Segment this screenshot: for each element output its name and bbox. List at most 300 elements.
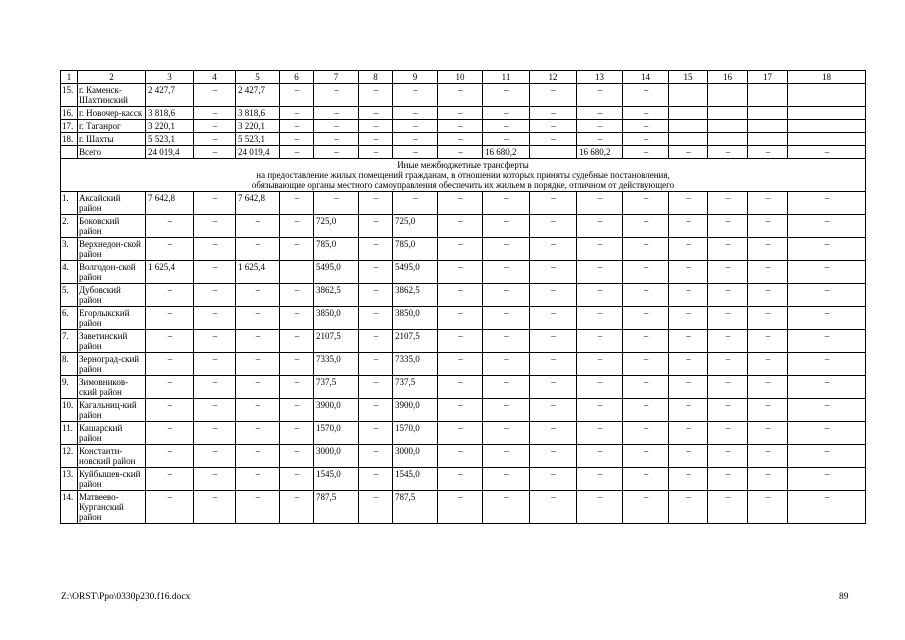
value-cell: – xyxy=(530,307,577,330)
value-cell: – xyxy=(748,284,788,307)
value-cell: 24 019,4 xyxy=(146,146,194,159)
value-cell: – xyxy=(788,238,866,261)
value-cell: – xyxy=(530,107,577,120)
value-cell: – xyxy=(788,330,866,353)
table-row xyxy=(61,133,866,146)
value-cell: – xyxy=(146,422,194,445)
value-cell: – xyxy=(359,215,393,238)
value-cell: 5495,0 xyxy=(314,261,359,284)
value-cell: – xyxy=(748,376,788,399)
value-cell: – xyxy=(530,261,577,284)
value-cell: – xyxy=(194,445,236,468)
value-cell xyxy=(708,84,748,107)
column-number-header: 11 xyxy=(483,71,530,84)
value-cell: – xyxy=(194,120,236,133)
table-row xyxy=(61,107,866,120)
value-cell: 787,5 xyxy=(314,491,359,524)
value-cell: – xyxy=(530,399,577,422)
value-cell: – xyxy=(530,491,577,524)
value-cell: – xyxy=(788,146,866,159)
value-cell xyxy=(748,107,788,120)
value-cell: – xyxy=(359,133,393,146)
value-cell: – xyxy=(708,491,748,524)
value-cell: – xyxy=(314,133,359,146)
value-cell: – xyxy=(748,399,788,422)
value-cell: – xyxy=(393,133,438,146)
value-cell: – xyxy=(146,284,194,307)
value-cell: 2 427,7 xyxy=(236,84,280,107)
value-cell: 1545,0 xyxy=(393,468,438,491)
value-cell: 1 625,4 xyxy=(236,261,280,284)
value-cell: – xyxy=(788,261,866,284)
value-cell: – xyxy=(438,284,483,307)
value-cell xyxy=(708,120,748,133)
value-cell: – xyxy=(708,238,748,261)
value-cell: – xyxy=(623,445,669,468)
value-cell: – xyxy=(623,491,669,524)
column-number-header: 7 xyxy=(314,71,359,84)
value-cell: – xyxy=(748,330,788,353)
value-cell: – xyxy=(438,84,483,107)
value-cell: – xyxy=(236,215,280,238)
value-cell: – xyxy=(748,491,788,524)
value-cell: 3862,5 xyxy=(393,284,438,307)
value-cell: – xyxy=(788,399,866,422)
table-row xyxy=(61,330,866,353)
value-cell: – xyxy=(483,445,530,468)
value-cell: – xyxy=(623,107,669,120)
value-cell: – xyxy=(280,215,314,238)
value-cell: – xyxy=(236,468,280,491)
column-number-header: 3 xyxy=(146,71,194,84)
value-cell: – xyxy=(483,133,530,146)
value-cell: – xyxy=(669,330,708,353)
table-row xyxy=(61,215,866,238)
value-cell: – xyxy=(708,146,748,159)
value-cell: – xyxy=(748,146,788,159)
value-cell: – xyxy=(623,468,669,491)
value-cell: – xyxy=(359,468,393,491)
value-cell: – xyxy=(146,491,194,524)
value-cell: – xyxy=(669,491,708,524)
value-cell: – xyxy=(393,192,438,215)
value-cell: – xyxy=(483,238,530,261)
value-cell: – xyxy=(669,353,708,376)
value-cell: – xyxy=(314,146,359,159)
value-cell: – xyxy=(146,215,194,238)
column-number-header: 16 xyxy=(708,71,748,84)
value-cell: – xyxy=(483,192,530,215)
value-cell: – xyxy=(788,468,866,491)
column-number-header: 4 xyxy=(194,71,236,84)
value-cell: – xyxy=(359,284,393,307)
row-number-cell: 6. xyxy=(61,307,78,330)
value-cell: – xyxy=(280,330,314,353)
value-cell xyxy=(788,84,866,107)
row-number-cell: 12. xyxy=(61,445,78,468)
value-cell: – xyxy=(623,307,669,330)
value-cell: – xyxy=(708,307,748,330)
value-cell: – xyxy=(623,284,669,307)
value-cell: – xyxy=(146,353,194,376)
value-cell: – xyxy=(146,238,194,261)
district-name-cell: Всего xyxy=(78,146,146,159)
value-cell: 737,5 xyxy=(314,376,359,399)
value-cell: – xyxy=(577,376,623,399)
value-cell: – xyxy=(577,491,623,524)
value-cell: – xyxy=(194,376,236,399)
value-cell: – xyxy=(146,399,194,422)
row-number-cell xyxy=(61,146,78,159)
value-cell xyxy=(748,120,788,133)
value-cell: – xyxy=(194,133,236,146)
value-cell: – xyxy=(280,120,314,133)
value-cell: 16 680,2 xyxy=(577,146,623,159)
value-cell: – xyxy=(748,353,788,376)
value-cell xyxy=(748,84,788,107)
value-cell: – xyxy=(788,307,866,330)
value-cell: – xyxy=(483,399,530,422)
table-row xyxy=(61,146,866,159)
value-cell: – xyxy=(438,120,483,133)
value-cell: – xyxy=(359,445,393,468)
value-cell: – xyxy=(236,422,280,445)
value-cell xyxy=(748,133,788,146)
value-cell: – xyxy=(483,468,530,491)
value-cell: – xyxy=(438,491,483,524)
table-header-row xyxy=(61,71,866,84)
value-cell: – xyxy=(669,215,708,238)
value-cell: – xyxy=(280,146,314,159)
column-number-header: 14 xyxy=(623,71,669,84)
value-cell: – xyxy=(236,284,280,307)
section-title-line: Иные межбюджетные трансферты xyxy=(397,160,529,170)
value-cell xyxy=(669,84,708,107)
value-cell: – xyxy=(788,422,866,445)
value-cell: – xyxy=(359,120,393,133)
table-row xyxy=(61,192,866,215)
value-cell: 5 523,1 xyxy=(236,133,280,146)
district-name-cell: Зерноград-ский район xyxy=(78,353,146,376)
value-cell: – xyxy=(483,107,530,120)
table-row xyxy=(61,399,866,422)
value-cell: – xyxy=(393,120,438,133)
value-cell: – xyxy=(530,284,577,307)
value-cell: – xyxy=(708,445,748,468)
value-cell: – xyxy=(577,84,623,107)
value-cell: – xyxy=(280,133,314,146)
value-cell: – xyxy=(483,353,530,376)
column-number-header: 1 xyxy=(61,71,78,84)
value-cell: – xyxy=(280,399,314,422)
value-cell: – xyxy=(669,376,708,399)
value-cell: – xyxy=(577,330,623,353)
value-cell: – xyxy=(438,192,483,215)
value-cell: 5495,0 xyxy=(393,261,438,284)
district-name-cell: Верхнедон-ской район xyxy=(78,238,146,261)
value-cell: – xyxy=(359,107,393,120)
value-cell: – xyxy=(623,146,669,159)
table-row xyxy=(61,307,866,330)
row-number-cell: 11. xyxy=(61,422,78,445)
value-cell: – xyxy=(438,353,483,376)
row-number-cell: 13. xyxy=(61,468,78,491)
value-cell: – xyxy=(483,284,530,307)
column-number-header: 15 xyxy=(669,71,708,84)
value-cell: – xyxy=(530,468,577,491)
district-name-cell: Матвеево-Курганский район xyxy=(78,491,146,524)
value-cell xyxy=(708,107,748,120)
page-number: 89 xyxy=(839,592,849,602)
value-cell: – xyxy=(314,84,359,107)
value-cell: – xyxy=(359,330,393,353)
table-row xyxy=(61,422,866,445)
value-cell: – xyxy=(788,215,866,238)
value-cell: 3000,0 xyxy=(393,445,438,468)
value-cell xyxy=(788,133,866,146)
value-cell: – xyxy=(280,307,314,330)
value-cell: 2 427,7 xyxy=(146,84,194,107)
value-cell xyxy=(669,120,708,133)
value-cell: – xyxy=(577,353,623,376)
value-cell: 785,0 xyxy=(314,238,359,261)
district-name-cell: г. Каменск-Шахтинский xyxy=(78,84,146,107)
value-cell: – xyxy=(577,261,623,284)
value-cell xyxy=(530,146,577,159)
value-cell: – xyxy=(669,261,708,284)
value-cell: – xyxy=(530,133,577,146)
value-cell: – xyxy=(748,238,788,261)
value-cell: – xyxy=(788,491,866,524)
value-cell: – xyxy=(359,238,393,261)
value-cell: – xyxy=(708,215,748,238)
value-cell: – xyxy=(359,353,393,376)
district-name-cell: Кашарский район xyxy=(78,422,146,445)
value-cell: – xyxy=(438,422,483,445)
value-cell: – xyxy=(669,468,708,491)
value-cell: 3000,0 xyxy=(314,445,359,468)
value-cell: 1 625,4 xyxy=(146,261,194,284)
column-number-header: 2 xyxy=(78,71,146,84)
value-cell: 3850,0 xyxy=(393,307,438,330)
value-cell: – xyxy=(236,376,280,399)
value-cell: – xyxy=(577,215,623,238)
value-cell: – xyxy=(280,468,314,491)
value-cell: – xyxy=(623,376,669,399)
value-cell: – xyxy=(236,353,280,376)
value-cell: – xyxy=(577,422,623,445)
value-cell: – xyxy=(194,107,236,120)
value-cell: – xyxy=(236,445,280,468)
value-cell: – xyxy=(359,146,393,159)
value-cell: – xyxy=(194,491,236,524)
value-cell: – xyxy=(194,215,236,238)
value-cell: 787,5 xyxy=(393,491,438,524)
section-title-row xyxy=(61,159,866,192)
row-number-cell: 3. xyxy=(61,238,78,261)
value-cell: – xyxy=(577,107,623,120)
row-number-cell: 4. xyxy=(61,261,78,284)
value-cell: – xyxy=(669,192,708,215)
value-cell: 737,5 xyxy=(393,376,438,399)
value-cell: – xyxy=(623,399,669,422)
table-row xyxy=(61,120,866,133)
value-cell: – xyxy=(530,192,577,215)
column-number-header: 13 xyxy=(577,71,623,84)
value-cell: – xyxy=(708,399,748,422)
value-cell xyxy=(669,107,708,120)
value-cell: – xyxy=(194,422,236,445)
value-cell: – xyxy=(669,422,708,445)
value-cell: – xyxy=(280,445,314,468)
value-cell: – xyxy=(280,192,314,215)
value-cell: – xyxy=(359,84,393,107)
column-number-header: 18 xyxy=(788,71,866,84)
value-cell: – xyxy=(623,84,669,107)
value-cell: – xyxy=(146,376,194,399)
value-cell: – xyxy=(669,284,708,307)
district-name-cell: Зимовников-ский район xyxy=(78,376,146,399)
value-cell: – xyxy=(623,238,669,261)
value-cell: – xyxy=(623,133,669,146)
column-number-header: 6 xyxy=(280,71,314,84)
value-cell: – xyxy=(438,133,483,146)
value-cell: 7335,0 xyxy=(314,353,359,376)
value-cell: – xyxy=(438,468,483,491)
column-number-header: 8 xyxy=(359,71,393,84)
value-cell: – xyxy=(438,215,483,238)
value-cell: – xyxy=(483,376,530,399)
value-cell: – xyxy=(194,261,236,284)
value-cell: – xyxy=(438,146,483,159)
value-cell: – xyxy=(623,330,669,353)
value-cell: – xyxy=(577,120,623,133)
value-cell: – xyxy=(530,215,577,238)
value-cell: 7 642,8 xyxy=(146,192,194,215)
value-cell: 725,0 xyxy=(314,215,359,238)
value-cell: – xyxy=(623,120,669,133)
value-cell: – xyxy=(194,330,236,353)
value-cell: 1545,0 xyxy=(314,468,359,491)
budget-table xyxy=(60,70,866,524)
value-cell: – xyxy=(748,192,788,215)
value-cell: – xyxy=(748,468,788,491)
value-cell: – xyxy=(236,399,280,422)
table-body xyxy=(61,71,866,524)
value-cell: – xyxy=(194,238,236,261)
value-cell: – xyxy=(280,84,314,107)
value-cell: – xyxy=(530,353,577,376)
row-number-cell: 5. xyxy=(61,284,78,307)
value-cell xyxy=(788,107,866,120)
table-row xyxy=(61,445,866,468)
value-cell: 1570,0 xyxy=(314,422,359,445)
value-cell: 2107,5 xyxy=(314,330,359,353)
value-cell: 3850,0 xyxy=(314,307,359,330)
value-cell: – xyxy=(438,238,483,261)
value-cell: – xyxy=(194,307,236,330)
value-cell: – xyxy=(483,307,530,330)
value-cell: – xyxy=(393,107,438,120)
value-cell: – xyxy=(530,445,577,468)
value-cell: – xyxy=(623,353,669,376)
row-number-cell: 18. xyxy=(61,133,78,146)
value-cell: – xyxy=(708,468,748,491)
value-cell: – xyxy=(194,192,236,215)
value-cell: – xyxy=(438,376,483,399)
value-cell: – xyxy=(708,192,748,215)
value-cell: – xyxy=(393,84,438,107)
value-cell: – xyxy=(194,84,236,107)
table-row xyxy=(61,238,866,261)
row-number-cell: 2. xyxy=(61,215,78,238)
row-number-cell: 1. xyxy=(61,192,78,215)
district-name-cell: Константи-новский район xyxy=(78,445,146,468)
value-cell: – xyxy=(280,491,314,524)
value-cell: – xyxy=(708,422,748,445)
value-cell: – xyxy=(438,307,483,330)
value-cell: – xyxy=(236,307,280,330)
value-cell: 1570,0 xyxy=(393,422,438,445)
table-row xyxy=(61,468,866,491)
value-cell: – xyxy=(623,261,669,284)
district-name-cell: Волгодон-ской район xyxy=(78,261,146,284)
value-cell: 3 220,1 xyxy=(146,120,194,133)
value-cell xyxy=(708,133,748,146)
district-name-cell: Кагальниц-кий район xyxy=(78,399,146,422)
value-cell: 3862,5 xyxy=(314,284,359,307)
value-cell: – xyxy=(530,376,577,399)
district-name-cell: г. Таганрог xyxy=(78,120,146,133)
value-cell: – xyxy=(669,307,708,330)
value-cell: – xyxy=(194,146,236,159)
table-row xyxy=(61,376,866,399)
value-cell: – xyxy=(483,422,530,445)
table-row xyxy=(61,84,866,107)
value-cell: – xyxy=(577,399,623,422)
value-cell: 3 818,6 xyxy=(236,107,280,120)
value-cell: – xyxy=(236,238,280,261)
value-cell: – xyxy=(146,468,194,491)
value-cell: 24 019,4 xyxy=(236,146,280,159)
value-cell: 5 523,1 xyxy=(146,133,194,146)
column-number-header: 12 xyxy=(530,71,577,84)
value-cell: – xyxy=(314,192,359,215)
value-cell: – xyxy=(669,399,708,422)
section-title-line: обязывающие органы местного самоуправления обеспечить их жильем в порядке, отличном от действующего xyxy=(251,180,675,190)
district-name-cell: Дубовский район xyxy=(78,284,146,307)
value-cell: – xyxy=(438,107,483,120)
value-cell: – xyxy=(669,445,708,468)
value-cell: – xyxy=(438,261,483,284)
value-cell: – xyxy=(708,376,748,399)
value-cell: – xyxy=(669,146,708,159)
value-cell: – xyxy=(236,491,280,524)
row-number-cell: 10. xyxy=(61,399,78,422)
value-cell: – xyxy=(146,445,194,468)
value-cell: – xyxy=(530,422,577,445)
value-cell xyxy=(669,133,708,146)
value-cell: – xyxy=(530,238,577,261)
value-cell: – xyxy=(530,330,577,353)
value-cell: – xyxy=(748,261,788,284)
table-row xyxy=(61,491,866,524)
value-cell: 16 680,2 xyxy=(483,146,530,159)
value-cell: – xyxy=(438,330,483,353)
section-title-cell xyxy=(61,159,866,192)
value-cell: – xyxy=(359,307,393,330)
value-cell: – xyxy=(577,468,623,491)
